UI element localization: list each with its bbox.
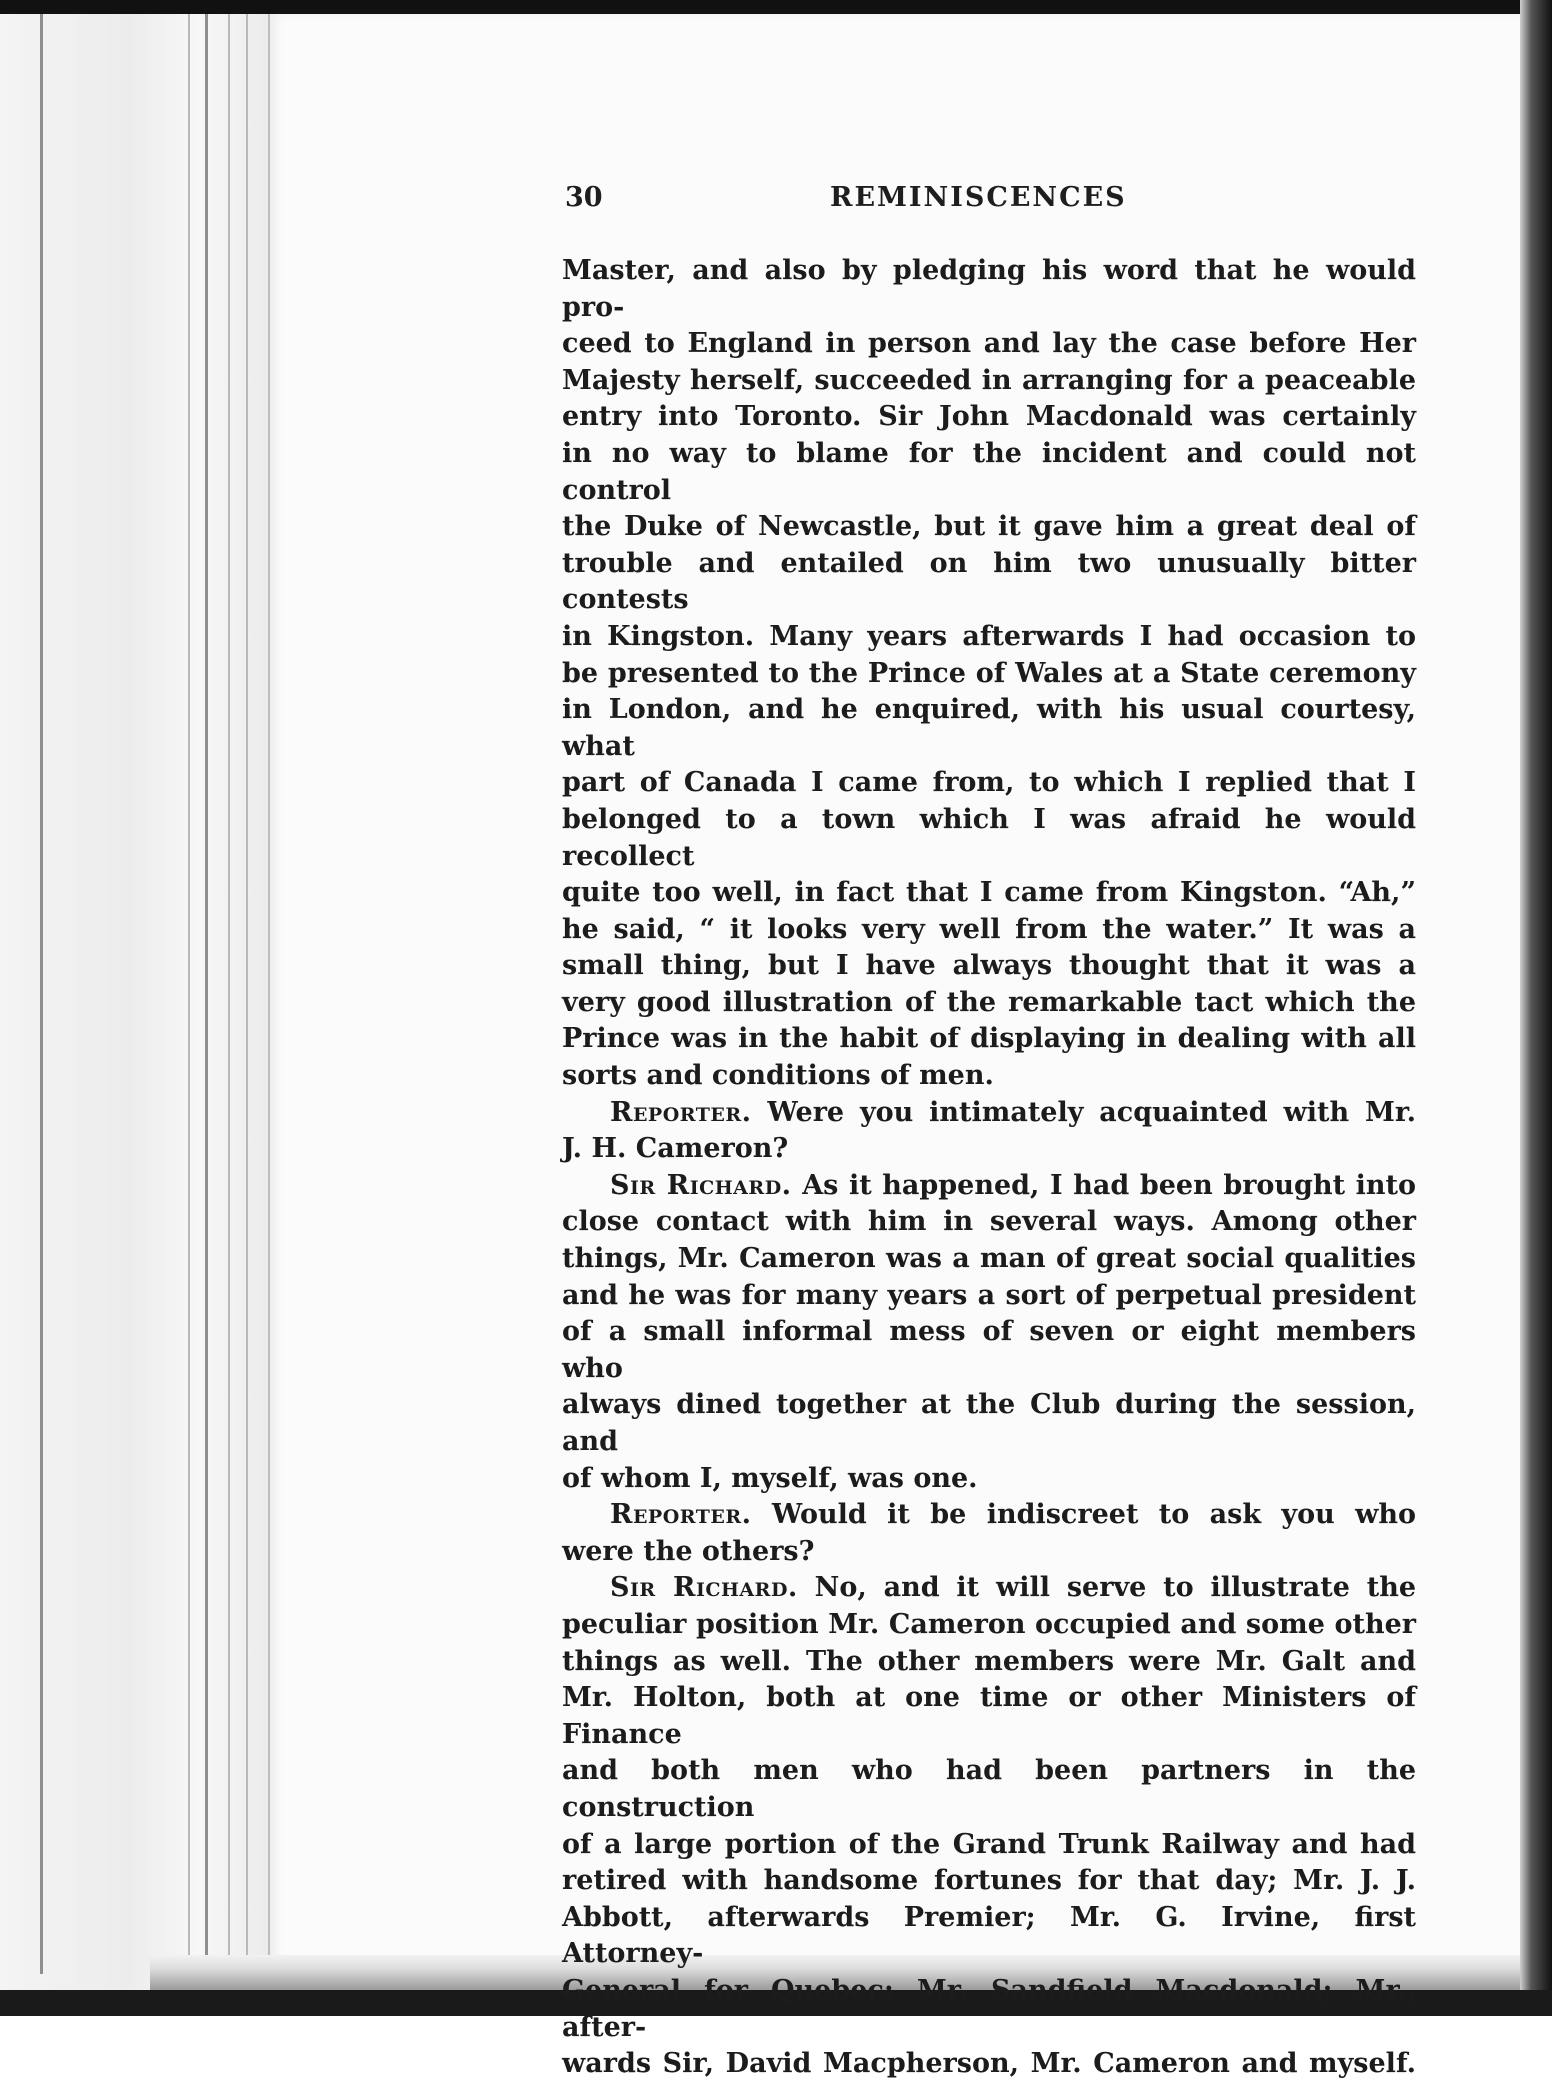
speaker-label: Reporter. bbox=[610, 1499, 752, 1531]
text-line: in Kingston. Many years afterwards I had occasion to bbox=[562, 620, 1416, 652]
paragraph bbox=[562, 253, 1416, 1095]
text-line: always dined together at the Club during the session, and bbox=[562, 1389, 1416, 1457]
text-line bbox=[562, 1497, 1416, 1534]
text-line: be presented to the Prince of Wales at a State ceremony bbox=[562, 657, 1416, 689]
text-line: belonged to a town which I was afraid he would recollect bbox=[562, 803, 1416, 872]
body-text bbox=[562, 253, 1416, 2083]
text-line: part of Canada I came from, to which I replied that I bbox=[562, 767, 1416, 799]
text-line bbox=[562, 1570, 1416, 1607]
scan-border-right bbox=[1520, 0, 1552, 2016]
paragraph bbox=[562, 1497, 1416, 1570]
text-line: and he was for many years a sort of perpetual president bbox=[562, 1279, 1416, 1311]
text-line: ceed to England in person and lay the case before Her bbox=[562, 328, 1416, 360]
text-line: quite too well, in fact that I came from Kingston. “Ah,” bbox=[562, 877, 1416, 909]
scan-border-top bbox=[0, 0, 1552, 14]
text-line: the Duke of Newcastle, but it gave him a great deal of bbox=[562, 511, 1416, 543]
text-line: and both men who had been partners in the construction bbox=[562, 1755, 1416, 1823]
text-line: Master, and also by pledging his word that he would pro- bbox=[562, 255, 1416, 323]
text-line: J. H. Cameron? bbox=[562, 1133, 789, 1165]
text-line: close contact with him in several ways. Among other bbox=[562, 1206, 1416, 1238]
speaker-label: Sir Richard. bbox=[610, 1572, 798, 1604]
text-line bbox=[562, 1168, 1416, 1205]
text-line bbox=[562, 1095, 1416, 1132]
page-edge-line bbox=[40, 14, 43, 1974]
text-line: wards Sir, David Macpherson, Mr. Cameron and myself. bbox=[562, 2048, 1416, 2080]
text-line: General for Quebec; Mr. Sandfield Macdonald; Mr., after- bbox=[562, 1974, 1416, 2043]
page-edge-line bbox=[188, 14, 190, 1974]
text-line: Majesty herself, succeeded in arranging for a peaceable bbox=[562, 364, 1416, 396]
text-line: in London, and he enquired, with his usual courtesy, what bbox=[562, 694, 1416, 762]
text-line: entry into Toronto. Sir John Macdonald was certainly bbox=[562, 401, 1416, 433]
line-text: Would it be indiscreet to ask you who bbox=[771, 1499, 1416, 1531]
text-line: trouble and entailed on him two unusually bitter contests bbox=[562, 547, 1416, 616]
line-text: As it happened, I had been brought into bbox=[802, 1169, 1417, 1201]
text-line: Mr. Holton, both at one time or other Ministers of Finance bbox=[562, 1682, 1416, 1750]
paragraph bbox=[562, 1570, 1416, 2082]
text-line: were the others? bbox=[562, 1535, 815, 1567]
paragraph bbox=[562, 1168, 1416, 1497]
text-line: retired with handsome fortunes for that day; Mr. J. J. bbox=[562, 1865, 1416, 1897]
text-line: Prince was in the habit of displaying in dealing with all bbox=[562, 1023, 1416, 1055]
line-text: No, and it will serve to illustrate the bbox=[814, 1572, 1417, 1604]
paragraph bbox=[562, 1095, 1416, 1168]
page-number: 30 bbox=[565, 182, 603, 213]
text-line: things, Mr. Cameron was a man of great social qualities bbox=[562, 1243, 1416, 1275]
text-line: small thing, but I have always thought that it was a bbox=[562, 950, 1416, 982]
line-text: Were you intimately acquainted with Mr. bbox=[767, 1096, 1417, 1128]
text-line: Abbott, afterwards Premier; Mr. G. Irvine, first Attorney- bbox=[562, 1901, 1416, 1970]
text-line: things as well. The other members were Mr. Galt and bbox=[562, 1645, 1416, 1677]
running-head bbox=[565, 182, 1415, 232]
text-line: sorts and conditions of men. bbox=[562, 1060, 994, 1092]
text-line: he said, “ it looks very well from the water.” It was a bbox=[562, 913, 1416, 945]
text-line: very good illustration of the remarkable tact which the bbox=[562, 986, 1416, 1018]
text-line: in no way to blame for the incident and could not control bbox=[562, 437, 1416, 506]
page-edge-line bbox=[228, 14, 230, 1974]
page-edge-line bbox=[246, 14, 248, 1974]
text-line: of a small informal mess of seven or eight members who bbox=[562, 1316, 1416, 1384]
text-line: of a large portion of the Grand Trunk Railway and had bbox=[562, 1828, 1416, 1860]
page-title: REMINISCENCES bbox=[830, 182, 1127, 213]
speaker-label: Reporter. bbox=[610, 1096, 752, 1128]
text-line: of whom I, myself, was one. bbox=[562, 1462, 978, 1494]
speaker-label: Sir Richard. bbox=[610, 1169, 792, 1201]
page-edge-line bbox=[205, 14, 208, 1974]
text-line: peculiar position Mr. Cameron occupied and some other bbox=[562, 1608, 1416, 1640]
